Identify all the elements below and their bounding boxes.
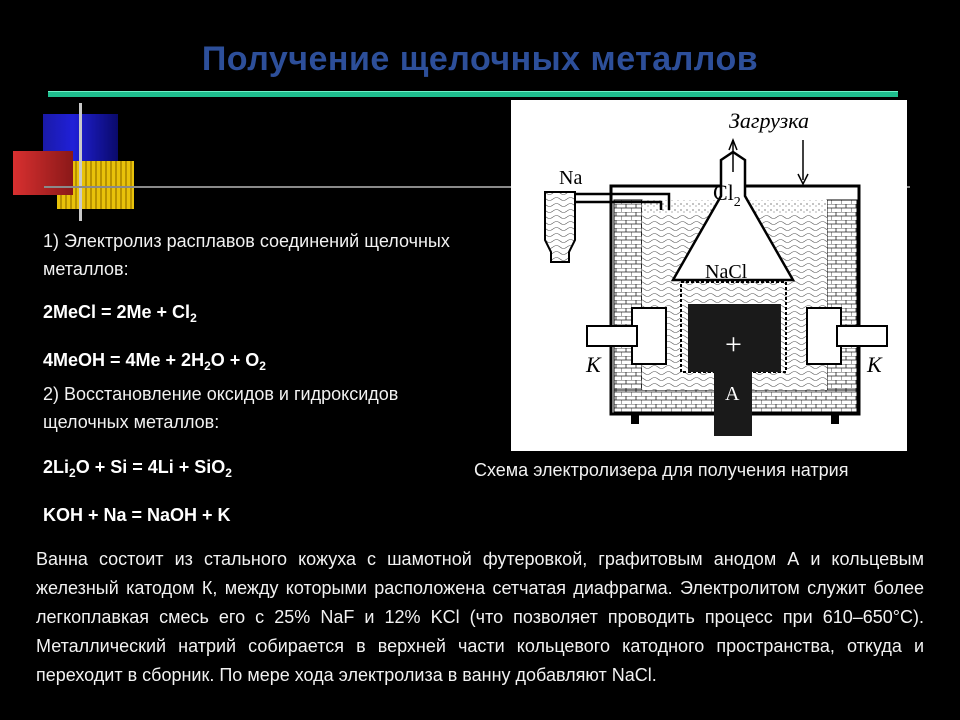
formula-1: 2MeCl = $2Me + Cl_2$ (43, 302, 197, 325)
description-paragraph: Ванна состоит из стального кожуха с шамотной футеровкой, графитовым анодом А и кольцевым железный катодом К, между которыми расположена сетчатая диафрагма. Электролитом служит более легкоплавкая смесь его с 25% NaF и 12% KCl (что позволяет проводить процесс при 610–650°С). Металлический натрий собирается в верхней части кольцевого катодного пространства, откуда и переходит в сборник. По мере хода электролиза в ванну добавляют NaCl. (36, 549, 924, 685)
label-nacl: NaCl (705, 261, 748, 283)
formula-4: KOH + Na = NaOH + K (43, 505, 231, 525)
decor-vertical-line (79, 103, 82, 221)
section2-line2: щелочных металлов: (43, 412, 220, 432)
electrolyzer-diagram (511, 100, 907, 451)
label-cathode-right: K (867, 352, 882, 377)
slide-title: Получение щелочных металлов (201, 40, 759, 78)
title-underline (48, 91, 898, 97)
label-load: Загрузка (729, 108, 809, 133)
diagram-caption: Схема электролизера для получения натрия (474, 460, 849, 480)
label-cathode-left: K (586, 352, 601, 377)
section1-line2: металлов: (43, 259, 129, 279)
label-na: Na (559, 167, 583, 189)
decor-red-square (13, 151, 73, 195)
label-plus: + (725, 328, 742, 361)
label-cl2: $Cl_2$ (713, 180, 741, 210)
formula-3: $2Li_2O + Si = 4Li + SiO_2$ (43, 457, 232, 480)
section2-line1: 2) Восстановление оксидов и гидроксидов (43, 384, 399, 404)
section1-line1: 1) Электролиз расплавов соединений щелочных (43, 231, 450, 251)
label-anode: A (725, 383, 740, 405)
formula-2: 4MeOH = $4Me + 2H_2O + O_2$ (43, 350, 266, 373)
